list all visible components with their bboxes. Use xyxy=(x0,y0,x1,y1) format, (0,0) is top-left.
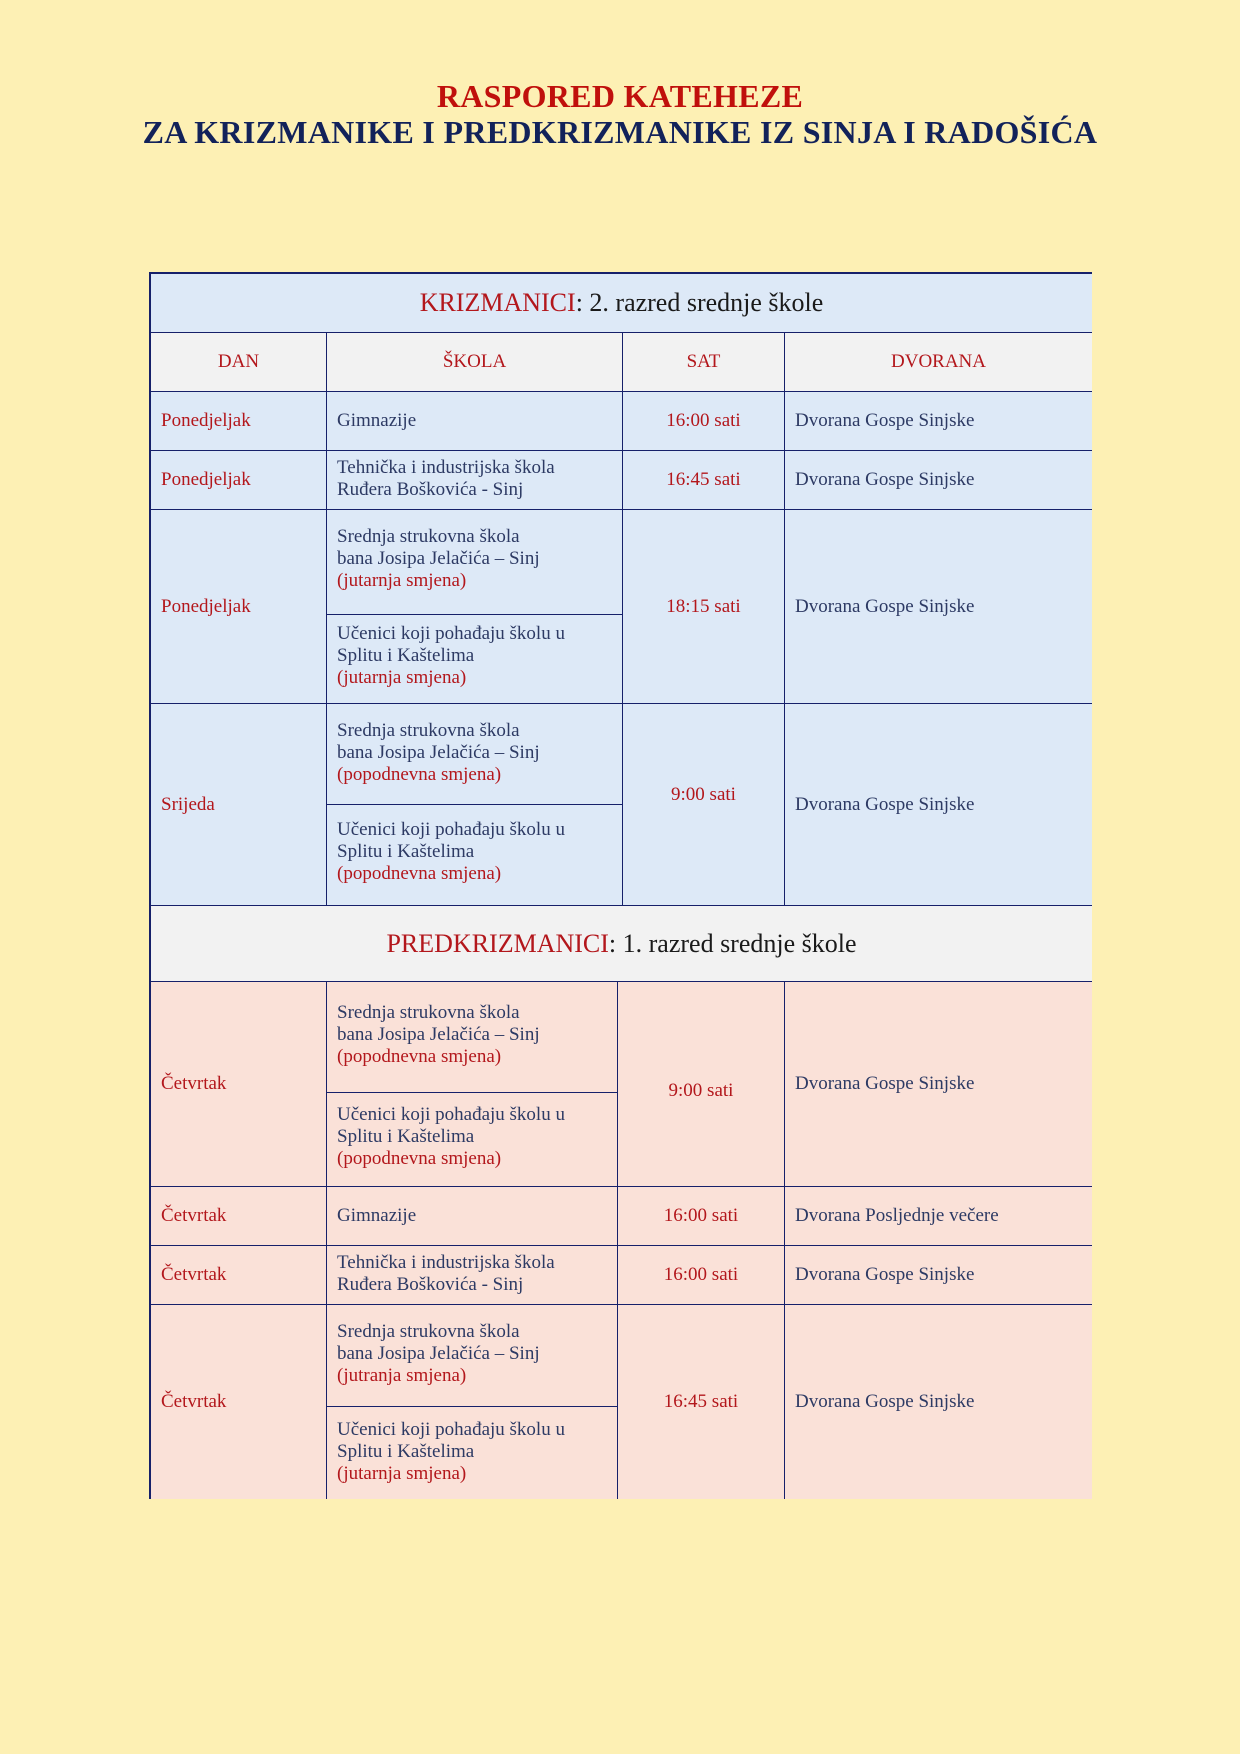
school-line: bana Josipa Jelačića – Sinj xyxy=(337,742,540,763)
shift-label: (jutarnja smjena) xyxy=(337,667,467,688)
row-school: Gimnazije xyxy=(327,392,623,451)
row-hall: Dvorana Gospe Sinjske xyxy=(785,704,1092,906)
school-line: Ruđera Boškovića - Sinj xyxy=(337,1274,524,1295)
page-title: RASPORED KATEHEZE xyxy=(436,78,804,114)
row-school: Gimnazije xyxy=(327,1187,618,1246)
school-line: Splitu i Kaštelima xyxy=(337,645,475,666)
row-school xyxy=(327,805,623,906)
school-line: Ruđera Boškovića - Sinj xyxy=(337,479,524,500)
row-time: 9:00 sati xyxy=(618,982,785,1187)
shift-label: (popodnevna smjena) xyxy=(337,1148,502,1169)
row-school xyxy=(327,451,623,510)
schedule-table xyxy=(149,272,1092,1499)
school-line: Tehnička i industrijska škola xyxy=(337,457,555,478)
shift-label: (popodnevna smjena) xyxy=(337,863,502,884)
row-school xyxy=(327,982,618,1093)
row-school xyxy=(327,1305,618,1407)
row-school xyxy=(327,1093,618,1187)
section-header-krizmanici xyxy=(151,274,1092,333)
shift-label: (popodnevna smjena) xyxy=(337,764,502,785)
row-day: Četvrtak xyxy=(151,982,327,1187)
school-line: bana Josipa Jelačića – Sinj xyxy=(337,1024,540,1045)
school-line: Učenici koji pohađaju školu u xyxy=(337,1104,565,1125)
row-hall: Dvorana Posljednje večere xyxy=(785,1187,1092,1246)
school-line: Učenici koji pohađaju školu u xyxy=(337,623,565,644)
school-line: Učenici koji pohađaju školu u xyxy=(337,819,565,840)
header-dvorana: DVORANA xyxy=(785,333,1092,392)
section-header-predkrizmanici xyxy=(151,906,1092,982)
shift-label: (jutranja smjena) xyxy=(337,1365,467,1386)
row-day: Četvrtak xyxy=(151,1305,327,1499)
school-line: Splitu i Kaštelima xyxy=(337,841,475,862)
row-school xyxy=(327,1407,618,1499)
row-time: 16:00 sati xyxy=(618,1187,785,1246)
school-line: bana Josipa Jelačića – Sinj xyxy=(337,548,540,569)
school-line: Splitu i Kaštelima xyxy=(337,1441,475,1462)
row-time: 16:45 sati xyxy=(623,451,785,510)
row-day: Četvrtak xyxy=(151,1246,327,1305)
school-line: Srednja strukovna škola xyxy=(337,720,520,741)
row-hall: Dvorana Gospe Sinjske xyxy=(785,1246,1092,1305)
row-day: Ponedjeljak xyxy=(151,392,327,451)
row-hall: Dvorana Gospe Sinjske xyxy=(785,392,1092,451)
shift-label: (jutarnja smjena) xyxy=(337,1463,467,1484)
header-dan: DAN xyxy=(151,333,327,392)
row-day: Ponedjeljak xyxy=(151,451,327,510)
school-line: Učenici koji pohađaju školu u xyxy=(337,1419,565,1440)
section-suffix: : 1. razred srednje škole xyxy=(608,928,857,958)
row-school xyxy=(327,704,623,805)
school-line: Srednja strukovna škola xyxy=(337,526,520,547)
row-time: 9:00 sati xyxy=(623,704,785,906)
page-subtitle: ZA KRIZMANIKE I PREDKRIZMANIKE IZ SINJA I RADOŠIĆA xyxy=(142,114,1098,150)
school-line: Srednja strukovna škola xyxy=(337,1002,520,1023)
row-day: Četvrtak xyxy=(151,1187,327,1246)
shift-label: (jutarnja smjena) xyxy=(337,570,467,591)
section-suffix: : 2. razred srednje škole xyxy=(575,288,824,317)
row-hall: Dvorana Gospe Sinjske xyxy=(785,1305,1092,1499)
row-school xyxy=(327,615,623,704)
header-skola: ŠKOLA xyxy=(327,333,623,392)
row-hall: Dvorana Gospe Sinjske xyxy=(785,510,1092,704)
section-label: PREDKRIZMANICI xyxy=(386,928,609,958)
school-line: Srednja strukovna škola xyxy=(337,1321,520,1342)
row-hall: Dvorana Gospe Sinjske xyxy=(785,982,1092,1187)
row-time: 16:00 sati xyxy=(618,1246,785,1305)
school-line: Splitu i Kaštelima xyxy=(337,1126,475,1147)
row-time: 18:15 sati xyxy=(623,510,785,704)
section-label: KRIZMANICI xyxy=(419,288,576,317)
header-sat: SAT xyxy=(623,333,785,392)
school-line: bana Josipa Jelačića – Sinj xyxy=(337,1343,540,1364)
row-day: Ponedjeljak xyxy=(151,510,327,704)
row-school xyxy=(327,510,623,615)
row-hall: Dvorana Gospe Sinjske xyxy=(785,451,1092,510)
row-day: Srijeda xyxy=(151,704,327,906)
school-line: Tehnička i industrijska škola xyxy=(337,1252,555,1273)
row-time: 16:45 sati xyxy=(618,1305,785,1499)
shift-label: (popodnevna smjena) xyxy=(337,1046,502,1067)
row-school xyxy=(327,1246,618,1305)
row-time: 16:00 sati xyxy=(623,392,785,451)
